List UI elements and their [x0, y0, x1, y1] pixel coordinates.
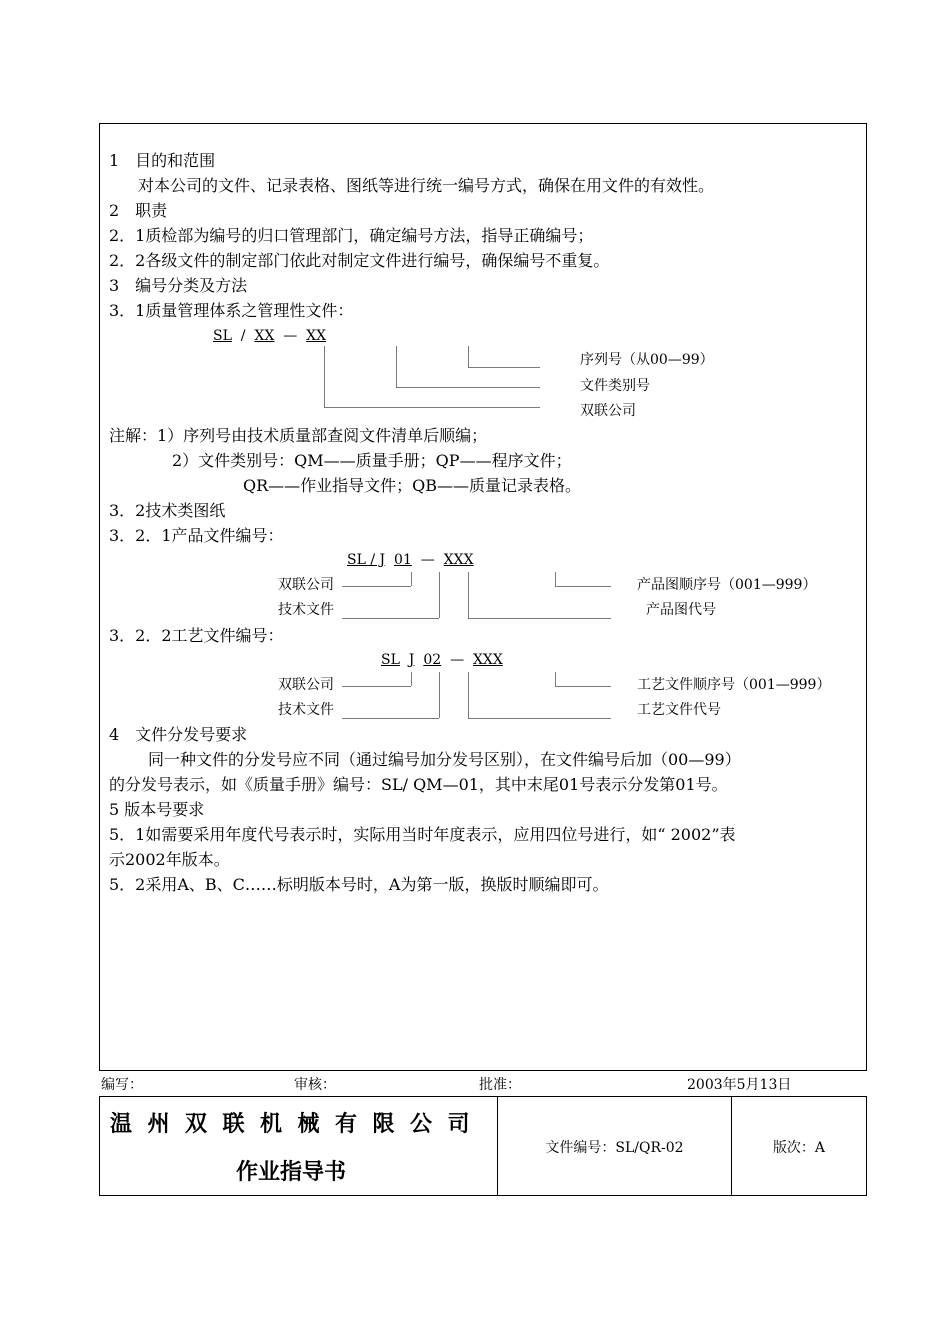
diagram1-xx2: XX	[306, 328, 327, 344]
section-3-2-2: 3．2．2工艺文件编号：	[109, 626, 284, 645]
footer-author: 编写：	[101, 1077, 143, 1093]
section-2-1: 2．1质检部为编号的归口管理部门，确定编号方法，指导正确编号；	[109, 226, 594, 245]
diagram1-sl: SL	[213, 328, 232, 344]
section-4-body-1: 同一种文件的分发号应不同（通过编号加分发号区别），在文件编号后加（00—99）	[148, 750, 741, 769]
diagram3-j: J	[408, 652, 415, 668]
diagram3-line	[555, 686, 611, 687]
diagram3-label-code: 工艺文件代号	[637, 702, 721, 718]
diagram2-line	[468, 572, 469, 618]
note-2: 2）文件类别号：QM——质量手册；QP——程序文件；	[172, 451, 572, 470]
diagram2-num: 01	[394, 552, 412, 568]
diagram2-dash: —	[420, 552, 435, 568]
diagram2-slj: SL / J	[347, 552, 386, 568]
diagram2-label-code: 产品图代号	[646, 602, 716, 618]
diagram1-slash: /	[240, 328, 246, 344]
diagram2-label-tech: 技术文件	[278, 602, 334, 618]
diagram3-label-serial: 工艺文件顺序号（001—999）	[637, 677, 831, 693]
diagram2-xxx: XXX	[443, 552, 474, 568]
diagram2-line	[342, 586, 411, 587]
section-4-title: 4 文件分发号要求	[109, 725, 248, 744]
footer-approver: 批准：	[479, 1077, 521, 1093]
diagram3-num: 02	[423, 652, 442, 668]
diagram3-label-company: 双联公司	[278, 677, 334, 693]
diagram3-label-tech: 技术文件	[278, 702, 334, 718]
document-number: 文件编号：SL/QR-02	[545, 1140, 684, 1156]
section-3-1: 3．1质量管理体系之管理性文件：	[109, 301, 354, 320]
section-2-title: 2 职责	[109, 201, 168, 220]
diagram3-line	[411, 672, 412, 686]
diagram3-line	[555, 672, 556, 686]
diagram1-line	[468, 346, 469, 368]
diagram3-sl: SL	[381, 652, 400, 668]
diagram2-code	[347, 551, 474, 569]
diagram1-label-serial: 序列号（从00—99）	[580, 352, 714, 368]
diagram2-line	[342, 618, 439, 619]
section-1-body: 对本公司的文件、记录表格、图纸等进行统一编号方式，确保在用文件的有效性。	[138, 176, 715, 195]
document-title: 作业指导书	[236, 1159, 347, 1185]
section-5-1-b: 示2002年版本。	[109, 850, 230, 869]
section-3-title: 3 编号分类及方法	[109, 276, 248, 295]
title-block-number-cell	[498, 1097, 732, 1195]
note-3: QR——作业指导文件；QB——质量记录表格。	[243, 476, 582, 495]
section-5-2: 5．2采用A、B、C……标明版本号时，A为第一版，换版时顺编即可。	[109, 875, 609, 894]
footer-date: 2003年5月13日	[687, 1077, 792, 1093]
diagram3-dash: —	[450, 652, 465, 668]
diagram2-label-company: 双联公司	[278, 577, 334, 593]
title-block-company-cell	[100, 1097, 498, 1195]
diagram2-line	[555, 586, 611, 587]
section-4-body-2: 的分发号表示，如《质量手册》编号：SL/ QM—01，其中末尾01号表示分发第01号。	[109, 775, 728, 794]
footer-reviewer: 审核：	[294, 1077, 336, 1093]
diagram2-line	[411, 572, 412, 586]
edition: 版次：A	[772, 1140, 826, 1156]
diagram1-label-category: 文件类别号	[580, 378, 650, 394]
diagram1-line	[396, 346, 397, 388]
section-3-2: 3．2技术类图纸	[109, 501, 226, 520]
note-1: 注解：1）序列号由技术质量部查阅文件清单后顺编；	[109, 426, 488, 445]
diagram3-line	[468, 672, 469, 718]
diagram1-code	[213, 327, 326, 345]
section-5-title: 5 版本号要求	[109, 800, 205, 819]
diagram3-line	[342, 686, 411, 687]
diagram1-line	[324, 407, 540, 408]
diagram1-xx1: XX	[254, 328, 275, 344]
diagram3-xxx: XXX	[472, 652, 503, 668]
diagram3-line	[439, 672, 440, 718]
diagram2-line	[439, 572, 440, 618]
title-block-edition-cell	[732, 1097, 866, 1195]
diagram2-line	[555, 572, 556, 586]
diagram2-label-serial: 产品图顺序号（001—999）	[637, 577, 817, 593]
diagram3-code	[381, 651, 503, 669]
diagram1-line	[468, 367, 540, 368]
title-block	[99, 1096, 867, 1196]
section-5-1-a: 5．1如需要采用年度代号表示时，实际用当时年度表示，应用四位号进行，如“ 2002”表	[109, 825, 736, 844]
diagram1-line	[324, 346, 325, 408]
diagram2-line	[468, 618, 611, 619]
section-1-title: 1 目的和范围	[109, 151, 216, 170]
diagram1-line	[396, 387, 540, 388]
diagram1-dash: —	[283, 328, 298, 344]
diagram3-line	[342, 718, 439, 719]
section-3-2-1: 3．2．1产品文件编号：	[109, 526, 284, 545]
diagram3-line	[468, 718, 611, 719]
section-2-2: 2．2各级文件的制定部门依此对制定文件进行编号，确保编号不重复。	[109, 251, 610, 270]
company-name: 温州双联机械有限公司	[110, 1111, 486, 1137]
diagram1-label-company: 双联公司	[580, 403, 636, 419]
